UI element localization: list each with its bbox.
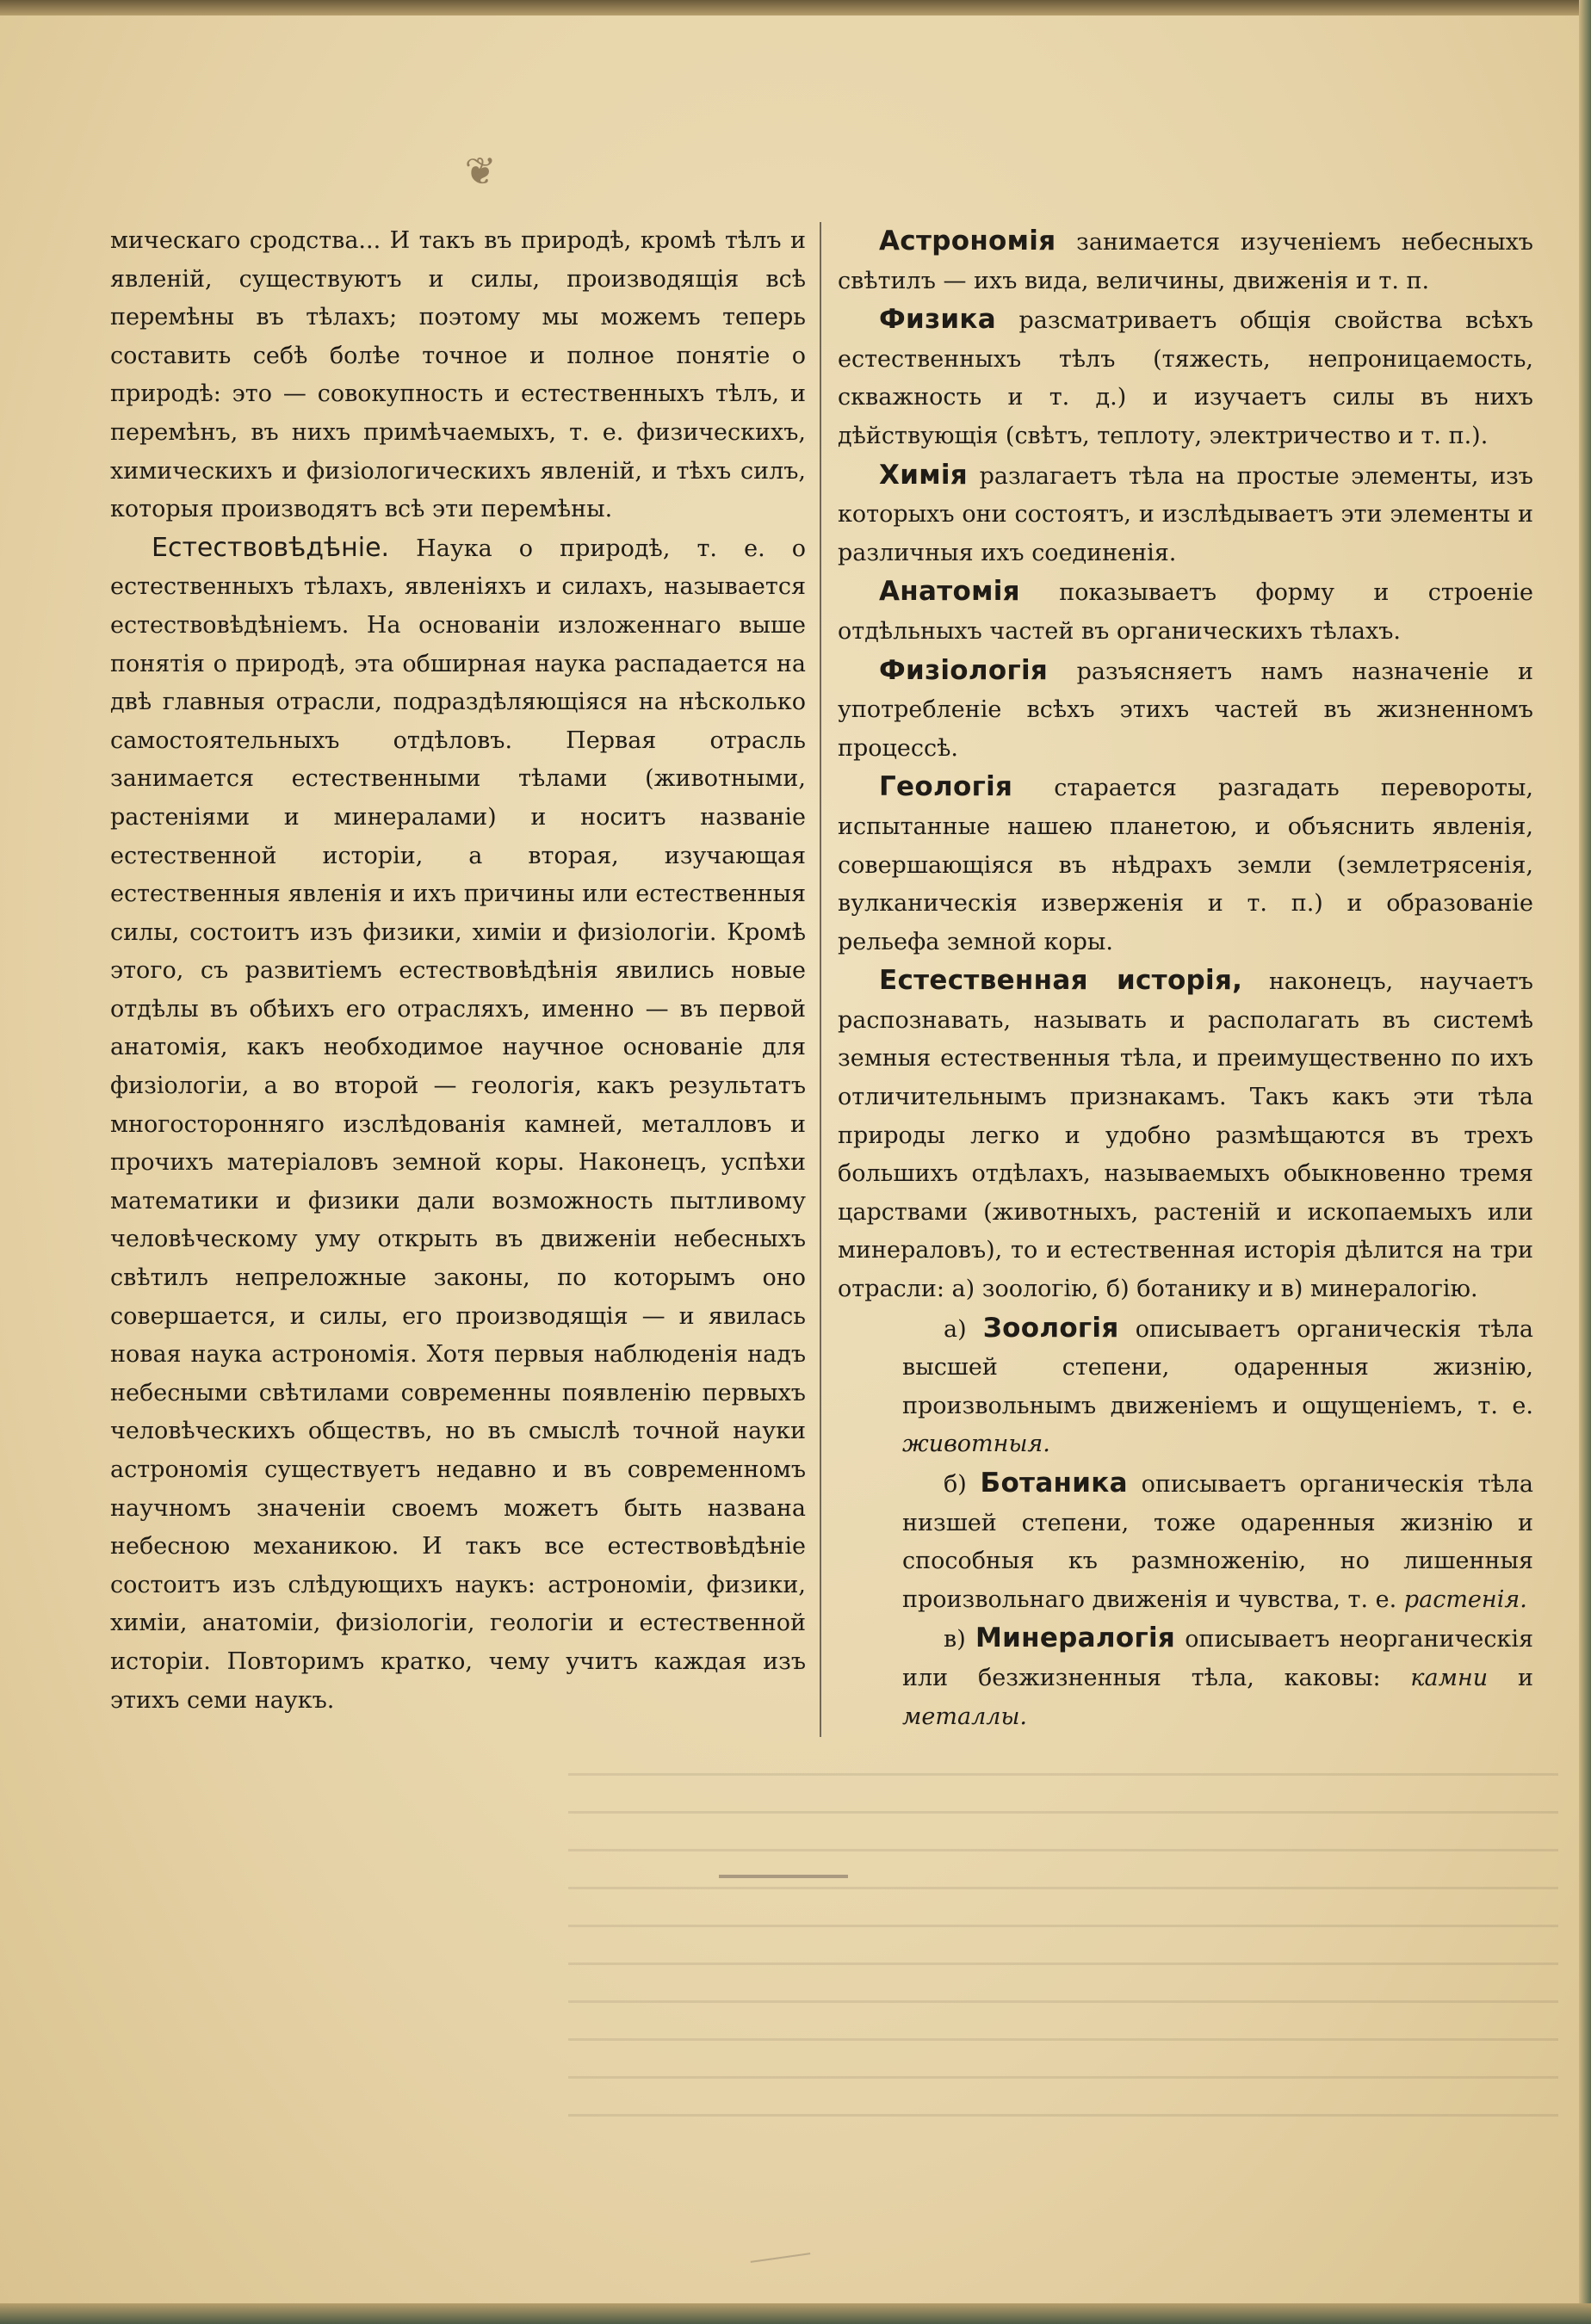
- heading-physics: Физика: [879, 304, 996, 336]
- entry-physiology: [838, 652, 1533, 769]
- body-zoology: описываетъ органическія тѣла высшей степени, одаренныя жизнію, произвольнымъ движеніемъ и ощущеніемъ, т. е.: [902, 1315, 1533, 1419]
- page-top-edge: [0, 0, 1591, 15]
- entry-zoology: [902, 1309, 1533, 1464]
- paragraph-natural-science-body: Наука о природѣ, т. е. о естественныхъ тѣлахъ, явленіяхъ и силахъ, называется естествовѣдѣніемъ. На основаніи изложеннаго выше понятія о природѣ, эта обширная наука распадается на двѣ главныя отрасли, подраздѣляющіяся на нѣсколько самостоятельныхъ отдѣловъ. Первая отрасль занимается естественными тѣлами (животными, растеніями и минералами) и носитъ названіе естественной исторіи, а вторая, изучающая естественныя явленія и ихъ причины или естественныя силы, состоитъ изъ физики, химіи и физіологіи. Кромѣ этого, съ развитіемъ естествовѣдѣнія явились новые отдѣлы въ обѣихъ его отрасляхъ, именно — въ первой анатомія, какъ необходимое научное основаніе для физіологіи, а во второй — геологія, какъ результатъ многосторонняго изслѣдованія камней, металловъ и прочихъ матеріаловъ земной коры. Наконецъ, успѣхи математики и физики дали возможность пытливому человѣческому уму открыть въ движеніи небесныхъ свѣтилъ непреложные законы, по которымъ оно совершается, и силы, его производящія — и явилась новая наука астрономія. Хотя первыя наблюденія надъ небесными свѣтилами современны появленію первыхъ человѣческихъ обществъ, но въ смыслѣ точной науки астрономія существуетъ недавно и въ современномъ научномъ значеніи своемъ можетъ быть названа небесною механикою. И такъ все естествовѣдѣніе состоитъ изъ слѣдующихъ наукъ: астрономіи, физики, химіи, анатоміи, физіологіи, геологіи и естественной исторіи. Повторимъ кратко, чему учитъ каждая изъ этихъ семи наукъ.: [110, 535, 806, 1714]
- letter-zoology: а): [944, 1315, 967, 1343]
- page-right-edge: [1579, 0, 1591, 2324]
- column-divider: [820, 222, 821, 1737]
- bleed-through-texture: [568, 1773, 1558, 2117]
- heading-zoology: Зоологія: [982, 1312, 1119, 1344]
- paragraph-natural-science: [110, 529, 806, 1720]
- entry-natural-history: [838, 961, 1533, 1308]
- body-physiology: разъясняетъ намъ назначеніе и употребленіе всѣхъ этихъ частей въ жизненномъ процессѣ.: [838, 658, 1533, 762]
- letter-mineralogy: в): [944, 1626, 966, 1653]
- heading-botany: Ботаника: [980, 1468, 1128, 1499]
- entry-mineralogy: [902, 1619, 1533, 1736]
- body-mineralogy: описываетъ неорганическія или безжизненныя тѣла, каковы:: [902, 1626, 1533, 1691]
- italic-botany: растенія.: [1403, 1585, 1527, 1613]
- right-column: [838, 222, 1533, 1736]
- mineralogy-and: и: [1518, 1664, 1533, 1691]
- paragraph-continuation: мическаго сродства... И такъ въ природѣ, кромѣ тѣлъ и явленій, существуютъ и силы, производящія всѣ перемѣны въ тѣлахъ; поэтому мы можемъ теперь составить себѣ болѣе точное и полное понятіе о природѣ: это — совокупность и естественныхъ тѣлъ, и перемѣнъ, въ нихъ примѣчаемыхъ, т. е. физическихъ, химическихъ и физіологическихъ явленій, и тѣхъ силъ, которыя производятъ всѣ эти перемѣны.: [110, 227, 806, 523]
- heading-geology: Геологія: [879, 771, 1013, 803]
- entry-botany: [902, 1464, 1533, 1619]
- heading-astronomy: Астрономія: [879, 226, 1056, 257]
- body-geology: старается разгадать перевороты, испытанные нашею планетою, и объяснить явленія, совершающіяся въ нѣдрахъ земли (землетрясенія, вулканическія изверженія и т. п.) и образованіе рельефа земной коры.: [838, 775, 1533, 955]
- italic-mineralogy-metals: металлы.: [902, 1703, 1028, 1730]
- heading-physiology: Физіологія: [879, 654, 1049, 686]
- entry-astronomy: [838, 222, 1533, 300]
- letter-botany: б): [944, 1471, 967, 1498]
- entry-anatomy: [838, 572, 1533, 651]
- heading-mineralogy: Минералогія: [975, 1622, 1176, 1654]
- entry-physics: [838, 300, 1533, 455]
- body-physics: разсматриваетъ общія свойства всѣхъ естественныхъ тѣлъ (тяжесть, непроницаемость, скважность и т. д.) и изучаетъ силы въ нихъ дѣйствующія (свѣтъ, теплоту, электричество и т. п.).: [838, 307, 1533, 449]
- italic-zoology: животныя.: [902, 1431, 1050, 1458]
- body-natural-history: наконецъ, научаетъ распознавать, называть и располагать въ системѣ земныя естественныя тѣла, и преимущественно по ихъ отличительнымъ признакамъ. Такъ какъ эти тѣла природы легко и удобно размѣщаются въ трехъ большихъ отдѣлахъ, называемыхъ обыкновенно тремя царствами (животныхъ, растеній и ископаемыхъ или минераловъ), то и естественная исторія дѣлится на три отрасли: а) зоологію, б) ботанику и в) минералогію.: [838, 968, 1533, 1303]
- bottom-smudge-mark: [751, 2253, 812, 2270]
- ornament-mark: ❦: [464, 150, 497, 194]
- heading-anatomy: Анатомія: [879, 576, 1020, 608]
- italic-mineralogy-stones: камни: [1410, 1664, 1489, 1691]
- entry-chemistry: [838, 456, 1533, 573]
- heading-natural-science: Естествовѣдѣніе.: [152, 532, 390, 563]
- body-chemistry: разлагаетъ тѣла на простые элементы, изъ которыхъ они состоятъ, и изслѣдываетъ эти элементы и различныя ихъ соединенія.: [838, 462, 1533, 566]
- page-bottom-edge: [0, 2303, 1591, 2324]
- left-column: [110, 222, 806, 1720]
- body-botany: описываетъ органическія тѣла низшей степени, тоже одаренныя жизнію и способныя къ размноженію, но лишенныя произвольнаго движенія и чувства, т. е.: [902, 1471, 1534, 1613]
- section-end-rule: [719, 1875, 848, 1878]
- heading-natural-history: Естественная исторія,: [879, 965, 1243, 997]
- entry-geology: [838, 768, 1533, 961]
- body-astronomy: занимается изученіемъ небесныхъ свѣтилъ — ихъ вида, величины, движенія и т. п.: [838, 229, 1533, 294]
- body-anatomy: показываетъ форму и строеніе отдѣльныхъ частей въ органическихъ тѣлахъ.: [838, 579, 1533, 645]
- heading-chemistry: Химія: [879, 459, 968, 491]
